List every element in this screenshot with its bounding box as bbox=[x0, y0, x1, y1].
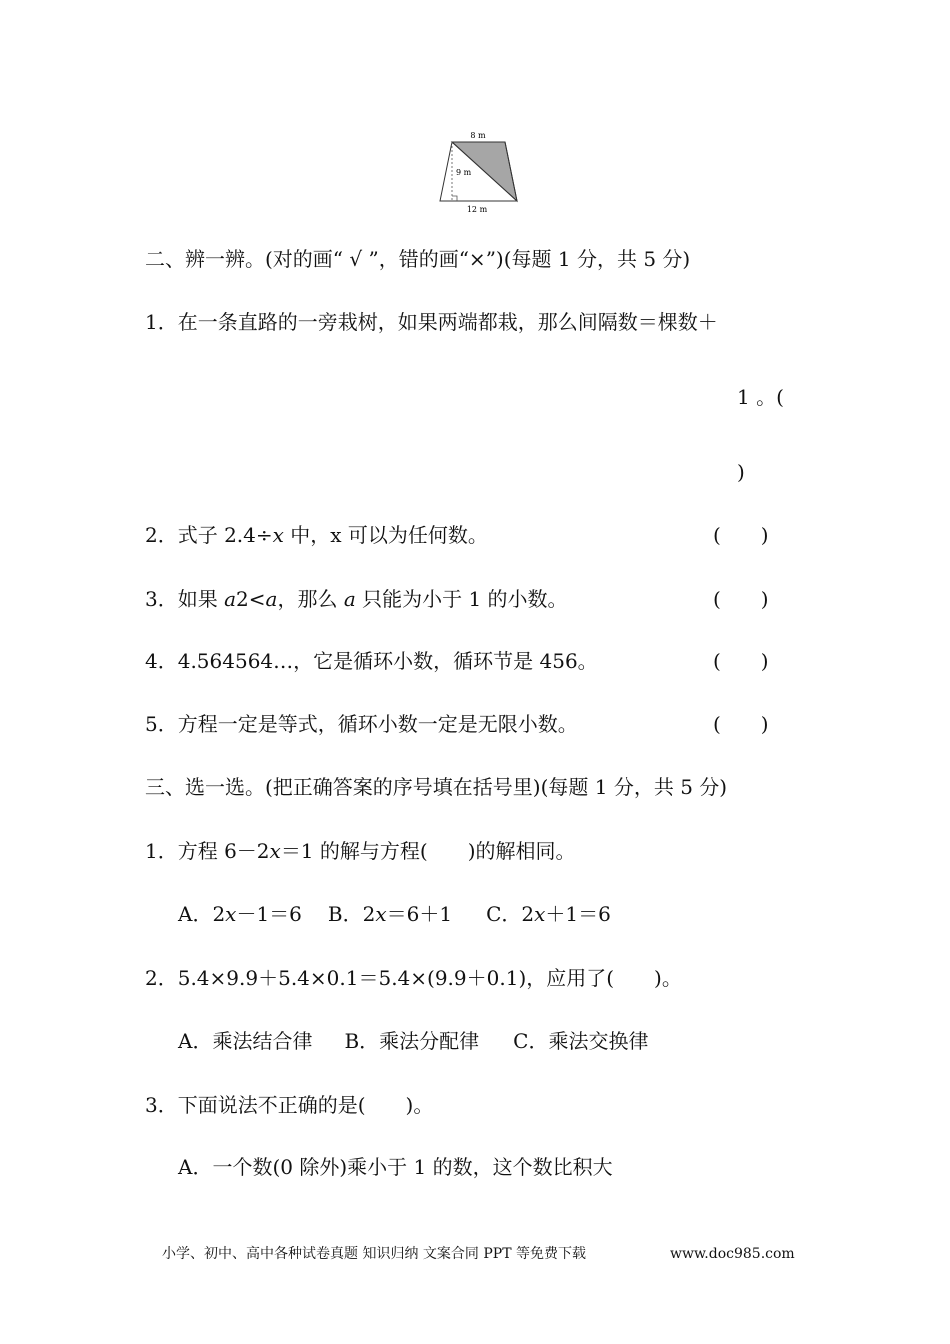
s3-q3-option-a[interactable]: A．一个数(0 除外)乘小于 1 的数，这个数比积大 bbox=[178, 1155, 613, 1179]
s3-question-1-options bbox=[178, 900, 611, 928]
bottom-length-label: 12 m bbox=[466, 205, 488, 214]
s3-question-3: 3．下面说法不正确的是( )。 bbox=[145, 1093, 434, 1117]
s3-q1-option-c[interactable]: C．2x＋1＝6 bbox=[486, 902, 611, 926]
s2-question-1: 1．在一条直路的一旁栽树，如果两端都栽，那么间隔数＝棵数＋ bbox=[145, 310, 718, 334]
section2-heading: 二、辨一辨。(对的画“ √ ”，错的画“×”)(每题 1 分，共 5 分) bbox=[145, 247, 691, 271]
s2-question-3: 3．如果 a2<a，那么 a 只能为小于 1 的小数。 bbox=[145, 587, 568, 611]
s3-question-2: 2．5.4×9.9＋5.4×0.1＝5.4×(9.9＋0.1)，应用了( )。 bbox=[145, 966, 682, 990]
height-label: 9 m bbox=[456, 168, 472, 177]
trapezoid-figure bbox=[430, 128, 530, 218]
s3-q2-option-a[interactable]: A．乘法结合律 bbox=[178, 1029, 313, 1053]
s2-question-2: 2．式子 2.4÷x 中，x 可以为任何数。 bbox=[145, 523, 488, 547]
footer-url[interactable]: www.doc985.com bbox=[670, 1246, 795, 1262]
s2-question-4-answer-paren[interactable]: ( ) bbox=[713, 649, 769, 673]
s2-question-5-answer-paren[interactable]: ( ) bbox=[713, 712, 769, 736]
s2-question-5: 5．方程一定是等式，循环小数一定是无限小数。 bbox=[145, 712, 578, 736]
s2-question-1-paren-close: ) bbox=[737, 460, 745, 484]
s3-q2-option-c[interactable]: C．乘法交换律 bbox=[513, 1029, 649, 1053]
s3-question-1: 1．方程 6－2x＝1 的解与方程( )的解相同。 bbox=[145, 839, 576, 863]
s2-question-3-answer-paren[interactable]: ( ) bbox=[713, 587, 769, 611]
s2-question-2-answer-paren[interactable]: ( ) bbox=[713, 523, 769, 547]
s2-question-1-continuation: 1 。( bbox=[737, 385, 784, 409]
s3-q1-option-a[interactable]: A．2x－1＝6 bbox=[178, 902, 302, 926]
s2-question-4: 4．4.564564…，它是循环小数，循环节是 456。 bbox=[145, 649, 598, 673]
right-angle-mark bbox=[452, 196, 457, 201]
section3-heading: 三、选一选。(把正确答案的序号填在括号里)(每题 1 分，共 5 分) bbox=[145, 775, 728, 799]
footer-text: 小学、初中、高中各种试卷真题 知识归纳 文案合同 PPT 等免费下载 bbox=[162, 1246, 586, 1262]
s3-q1-option-b[interactable]: B．2x＝6＋1 bbox=[327, 902, 453, 926]
s3-q2-option-b[interactable]: B．乘法分配律 bbox=[344, 1029, 480, 1053]
s3-question-2-options bbox=[178, 1027, 648, 1055]
top-length-label: 8 m bbox=[470, 131, 486, 140]
